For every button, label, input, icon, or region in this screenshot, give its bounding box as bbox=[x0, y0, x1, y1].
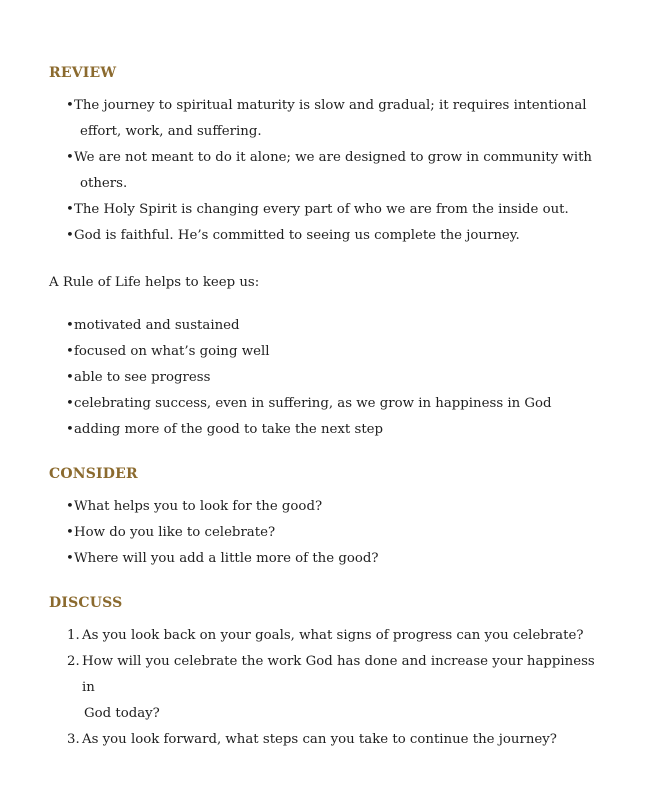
bullet-icon: • bbox=[66, 422, 74, 437]
bullet-icon: • bbox=[66, 370, 74, 385]
consider-heading: CONSIDER bbox=[49, 466, 138, 482]
list-item bbox=[49, 649, 609, 727]
list-item bbox=[49, 223, 609, 249]
review-item-line1: The journey to spiritual maturity is slow and gradual; it requires intentional bbox=[74, 98, 587, 113]
review-item-line2: effort, work, and suffering. bbox=[80, 124, 262, 139]
discuss-heading: DISCUSS bbox=[49, 595, 123, 611]
bullet-icon: • bbox=[66, 202, 74, 217]
bullet-icon: • bbox=[66, 396, 74, 411]
list-item bbox=[49, 93, 609, 145]
bullet-icon: • bbox=[66, 344, 74, 359]
bullet-icon: • bbox=[66, 551, 74, 566]
list-item bbox=[49, 365, 609, 391]
review-item-line2: others. bbox=[80, 176, 128, 191]
item-number: 1. bbox=[67, 628, 80, 643]
list-item bbox=[49, 339, 609, 365]
list-item bbox=[49, 391, 609, 417]
discuss-item-line1: How will you celebrate the work God has done and increase your happiness in bbox=[82, 654, 595, 695]
document-page bbox=[49, 63, 609, 753]
rule-item-text: focused on what’s going well bbox=[74, 344, 270, 359]
list-item bbox=[49, 546, 609, 572]
consider-item-text: Where will you add a little more of the good? bbox=[74, 551, 379, 566]
review-item-line1: We are not meant to do it alone; we are designed to grow in community with bbox=[74, 150, 592, 165]
discuss-item-line1: As you look forward, what steps can you take to continue the journey? bbox=[82, 732, 557, 747]
list-item bbox=[49, 197, 609, 223]
discuss-item-line2: God today? bbox=[84, 706, 160, 721]
review-list bbox=[49, 93, 609, 249]
list-item bbox=[49, 623, 609, 649]
bullet-icon: • bbox=[66, 499, 74, 514]
list-item bbox=[49, 520, 609, 546]
bullet-icon: • bbox=[66, 318, 74, 333]
bullet-icon: • bbox=[66, 98, 74, 113]
rule-of-life-list bbox=[49, 313, 609, 443]
list-item bbox=[49, 313, 609, 339]
bullet-icon: • bbox=[66, 228, 74, 243]
bullet-icon: • bbox=[66, 525, 74, 540]
item-number: 2. bbox=[67, 654, 80, 669]
review-item-line1: God is faithful. He’s committed to seeing us complete the journey. bbox=[74, 228, 520, 243]
rule-of-life-intro: A Rule of Life helps to keep us: bbox=[49, 275, 260, 290]
item-number: 3. bbox=[67, 732, 80, 747]
consider-list bbox=[49, 494, 609, 572]
rule-item-text: motivated and sustained bbox=[74, 318, 240, 333]
list-item bbox=[49, 417, 609, 443]
list-item bbox=[49, 727, 609, 753]
list-item bbox=[49, 494, 609, 520]
rule-item-text: able to see progress bbox=[74, 370, 211, 385]
review-heading: REVIEW bbox=[49, 65, 117, 81]
rule-item-text: adding more of the good to take the next step bbox=[74, 422, 384, 437]
consider-item-text: What helps you to look for the good? bbox=[74, 499, 323, 514]
discuss-item-line1: As you look back on your goals, what signs of progress can you celebrate? bbox=[82, 628, 584, 643]
bullet-icon: • bbox=[66, 150, 74, 165]
consider-item-text: How do you like to celebrate? bbox=[74, 525, 276, 540]
list-item bbox=[49, 145, 609, 197]
rule-item-text: celebrating success, even in suffering, as we grow in happiness in God bbox=[74, 396, 552, 411]
review-item-line1: The Holy Spirit is changing every part of who we are from the inside out. bbox=[74, 202, 569, 217]
discuss-list bbox=[49, 623, 609, 753]
